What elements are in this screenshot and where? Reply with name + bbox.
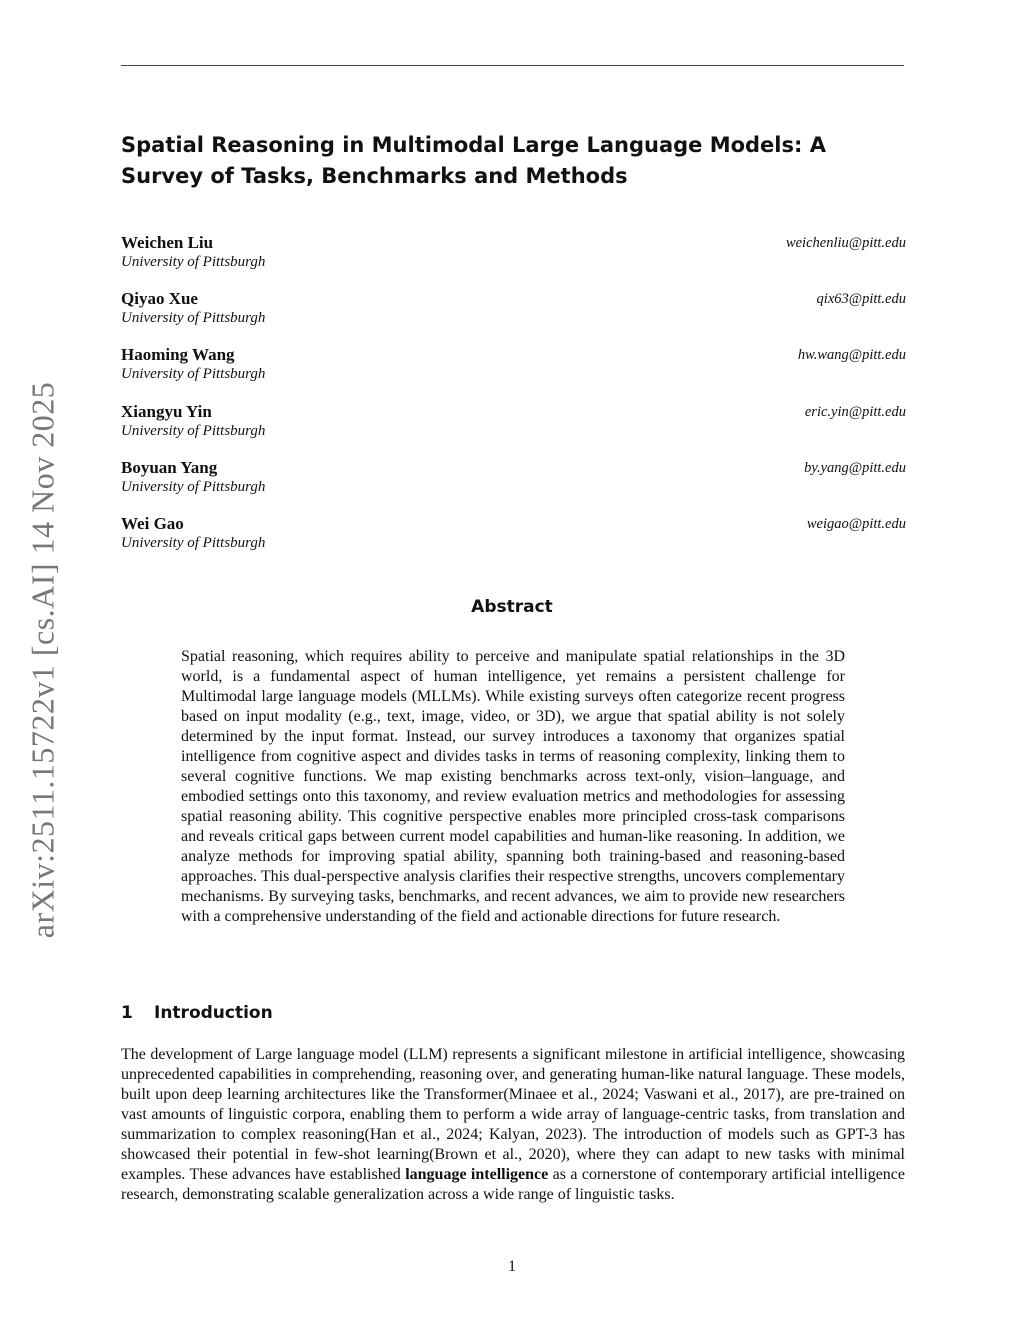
author-email: by.yang@pitt.edu [804,460,906,476]
author-name: Qiyao Xue [121,289,198,308]
intro-text-after: as a cornerstone of contemporary artificial intelligence research, demonstrating scalable generalization across a wide range of linguistic tasks. [121,1166,906,1203]
author-block [121,514,906,556]
intro-text-before: The development of Large language model (LLM) represents a significant milestone in artificial intelligence, showcasing unprecedented capabilities in comprehending, reasoning over, and generating human-like natural language. These models, built upon deep learning architectures like the Transformer(Minaee et al., 2024; Vaswani et al., 2017), are pre-trained on vast amounts of linguistic corpora, enabling them to perform a wide array of language-centric tasks, from translation and summarization to complex reasoning(Han et al., 2024; Kalyan, 2023). The introduction of models such as GPT-3 has showcased their potential in few-shot learning(Brown et al., 2020), where they can adapt to new tasks with minimal examples. These advances have established [121,1046,905,1183]
intro-bold-term: language intelligence [405,1166,549,1183]
author-block [121,402,906,444]
author-affiliation: University of Pittsburgh [121,366,266,382]
top-rule [121,65,904,66]
paper-title: Spatial Reasoning in Multimodal Large Language Models: A Survey of Tasks, Benchmarks and Methods [121,133,826,188]
author-affiliation: University of Pittsburgh [121,535,266,551]
author-email: weichenliu@pitt.edu [785,235,906,251]
author-block [121,345,906,387]
abstract-text: Spatial reasoning, which requires ability to perceive and manipulate spatial relationships in the 3D world, is a fundamental aspect of human intelligence, yet remains a persistent challenge for Multimodal large language models (MLLMs). While existing surveys often categorize recent progress based on input modality (e.g., text, image, video, or 3D), we argue that spatial ability is not solely determined by the input format. Instead, our survey introduces a taxonomy that organizes spatial intelligence from cognitive aspect and divides tasks in terms of reasoning complexity, linking them to several cognitive functions. We map existing benchmarks across text-only, vision–language, and embodied settings onto this taxonomy, and review evaluation metrics and methodologies for assessing spatial reasoning ability. This cognitive perspective enables more principled cross-task comparisons and reveals critical gaps between current model capabilities and human-like reasoning. In addition, we analyze methods for improving spatial ability, spanning both training-based and reasoning-based approaches. This dual-perspective analysis clarifies their respective strengths, uncovers complementary mechanisms. By surveying tasks, benchmarks, and recent advances, we aim to provide new researchers with a comprehensive understanding of the field and actionable directions for future research. [181,648,845,925]
author-name: Boyuan Yang [121,458,218,477]
abstract-heading: Abstract [471,597,553,617]
section-heading [121,1003,273,1023]
author-affiliation: University of Pittsburgh [121,254,266,270]
arxiv-identifier: arXiv:2511.15722v1 [cs.AI] 14 Nov 2025 [24,381,61,939]
author-email: qix63@pitt.edu [816,291,906,307]
author-name: Haoming Wang [121,345,235,364]
author-block [121,289,906,331]
author-affiliation: University of Pittsburgh [121,310,266,326]
introduction-paragraph [121,1045,905,1205]
author-affiliation: University of Pittsburgh [121,479,266,495]
author-name: Xiangyu Yin [121,402,212,421]
author-email: hw.wang@pitt.edu [797,347,906,363]
section-title: Introduction [154,1003,273,1023]
author-name: Wei Gao [121,514,184,533]
author-affiliation: University of Pittsburgh [121,423,266,439]
page-number: 1 [508,1258,516,1275]
author-block [121,233,906,275]
author-name: Weichen Liu [121,233,214,252]
author-block [121,458,906,500]
section-number: 1 [121,1003,133,1023]
author-email: weigao@pitt.edu [806,516,906,532]
author-email: eric.yin@pitt.edu [804,404,906,420]
